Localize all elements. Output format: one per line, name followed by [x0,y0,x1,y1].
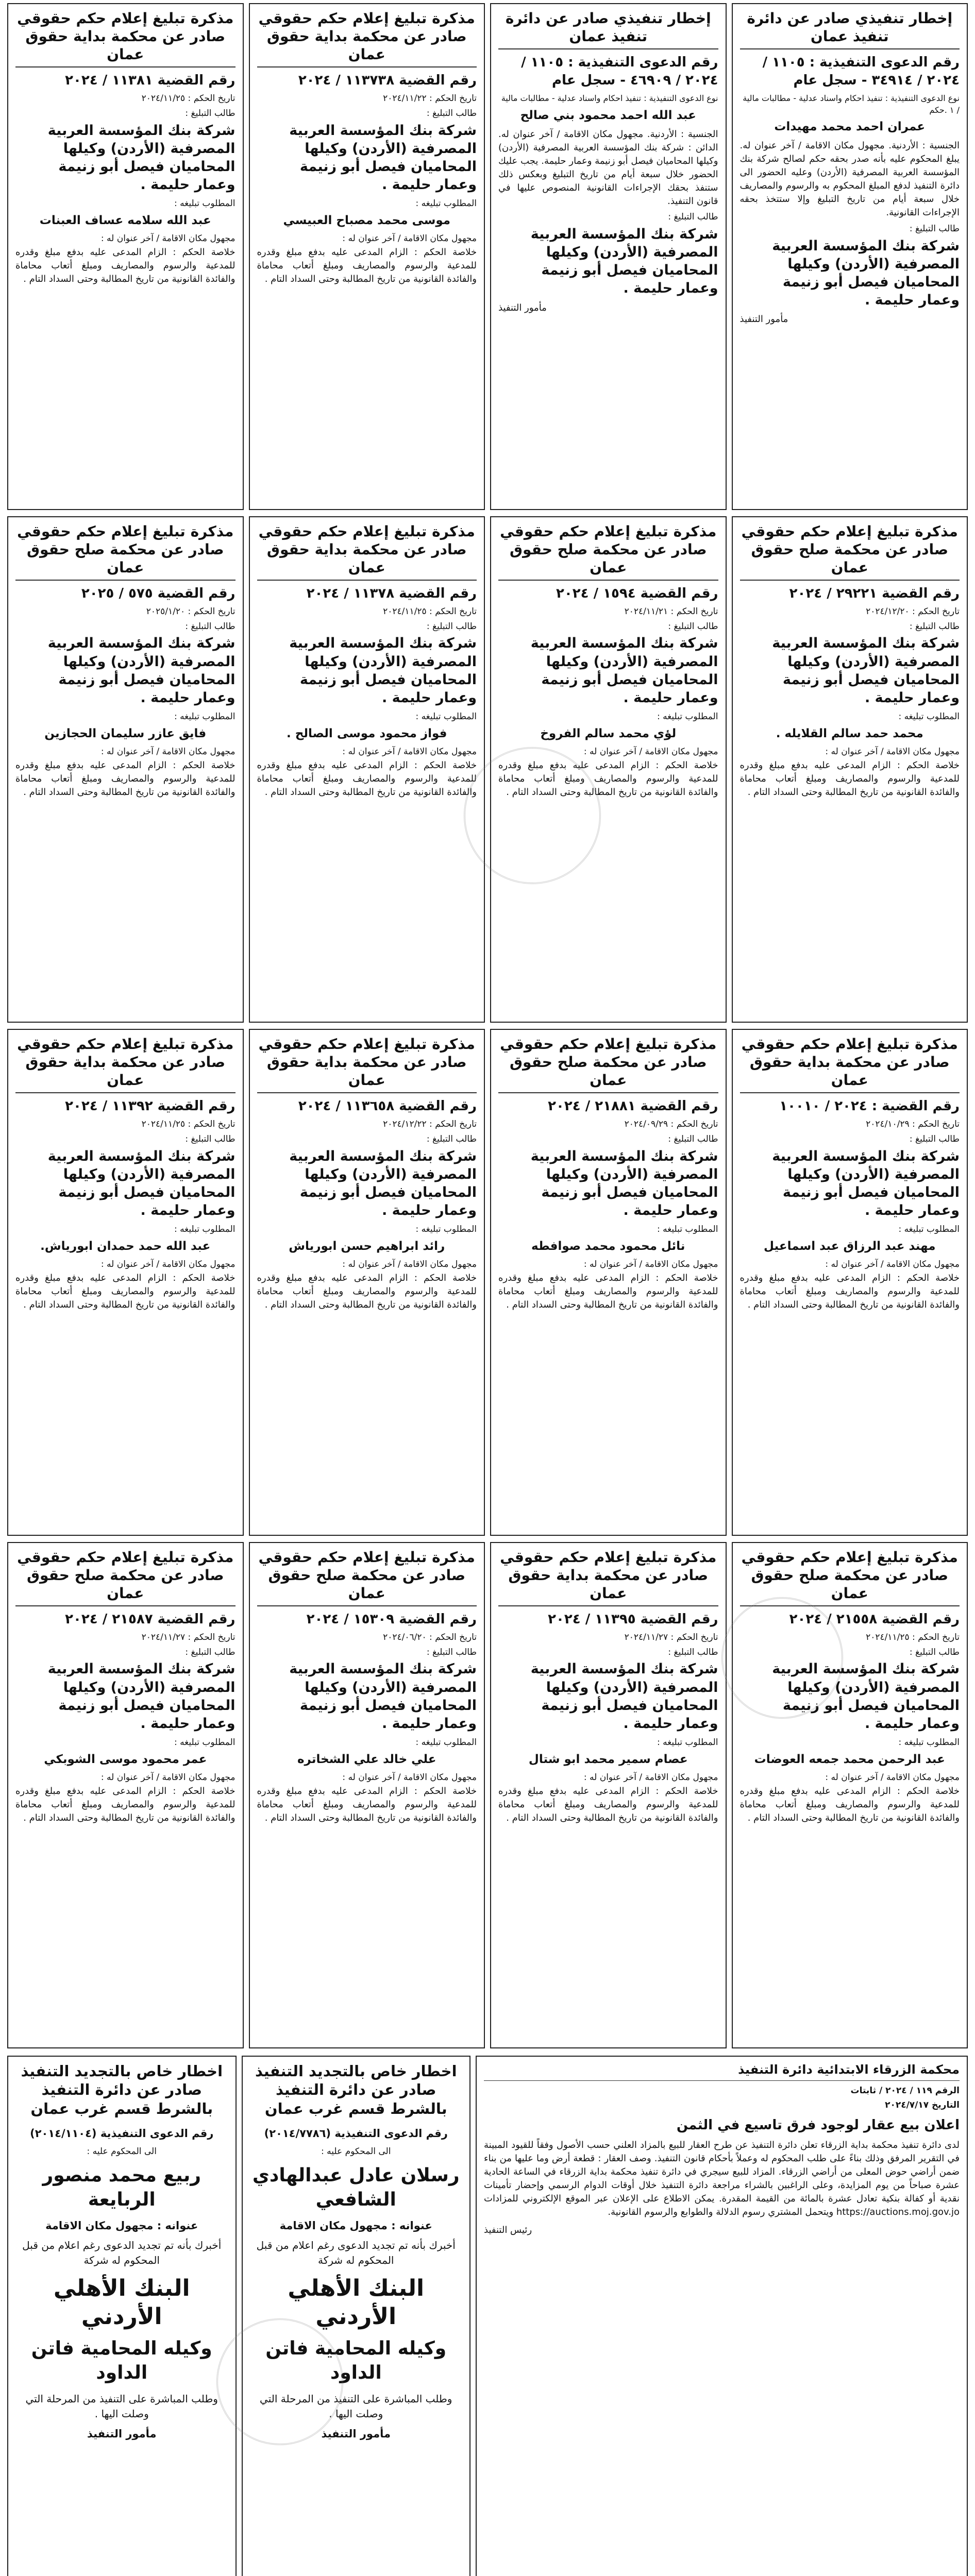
notice-header: مذكرة تبليغ إعلام حكم حقوقي صادر عن محكمة صلح حقوق عمان [498,1035,718,1093]
notifier-label: طالب التبليغ : [909,1134,960,1145]
case-type: نوع الدعوى التنفيذية : تنفيذ احكام واسناد عدلية - مطالبات مالية [501,93,718,104]
notice-header: محكمة الزرقاء الابتدائية دائرة التنفيذ [484,2062,960,2081]
enforcement-notice [490,3,727,510]
notice-title: اعلان بيع عقار لوجود فرق تاسيع في الثمن [676,2117,960,2133]
verdict-summary: خلاصة الحكم : الزام المدعى عليه بدفع مبلغ وقدره للمدعية والرسوم والمصاريف ومبلغ أتعاب محاماة والفائدة القانونية من تاريخ المطالبة وحتى السداد التام . [739,759,960,798]
notice-body: الجنسية : الأردنية. مجهول مكان الاقامة / آخر عنوان له. الدائن : شركة بنك المؤسسة العربية المصرفية (الأردن) وكيلها المحاميان فيصل أبو زنيمة وعمار حليمة. يجب عليك الحضور خلال سبعة أيام من تاريخ التبليغ وبعكس ذلك ستنفذ بحقك الإجراءات القانونية المنصوص عليها في قانون التنفيذ. [498,128,718,207]
defendant-name: رائد ابراهيم حسن ابورياش [289,1240,445,1253]
verdict-summary: خلاصة الحكم : الزام المدعى عليه بدفع مبلغ وقدره للمدعية والرسوم والمصاريف ومبلغ أتعاب محاماة والفائدة القانونية من تاريخ المطالبة وحتى السداد التام . [257,759,477,798]
notifier-label: طالب التبليغ : [426,108,477,119]
notice-header: مذكرة تبليغ إعلام حكم حقوقي صادر عن محكمة صلح حقوق عمان [740,1548,960,1606]
defendant-name: عمران احمد محمد مهيدات [774,120,926,133]
verdict-notice [490,1542,727,2049]
reference-number: الرقم ١١٩ / ٢٠٢٤ / ثابتات [850,2086,960,2096]
notice-body: الجنسية : الأردنية. مجهول مكان الاقامة / آخر عنوان له. يبلغ المحكوم عليه بأنه صدر بحقه حكم لصالح شركة بنك المؤسسة العربية المصرفية (الأردن) وعليه الحضور الى دائرة التنفيذ لدفع المبلغ المحكوم به والرسوم والمصاريف خلال سبعة أيام من تاريخ التبليغ وإلا ستتخذ بحقه الإجراءات القانونية. [739,140,960,218]
plaintiff: شركة بنك المؤسسة العربية المصرفية (الأردن) وكيلها المحاميان فيصل أبو زنيمة وعمار حليمة . [289,122,477,193]
verdict-notice [249,3,485,510]
verdict-notice [490,516,727,1023]
verdict-notice [732,1029,968,1536]
address-status: مجهول مكان الاقامة / آخر عنوان له : [342,746,477,757]
case-number: رقم القضية ١١٣٧٣٨ / ٢٠٢٤ [298,73,477,88]
verdict-summary: خلاصة الحكم : الزام المدعى عليه بدفع مبلغ وقدره للمدعية والرسوم والمصاريف ومبلغ أتعاب محاماة والفائدة القانونية من تاريخ المطالبة وحتى السداد التام . [498,759,718,798]
case-number: رقم الدعوى التنفيذية (٢٠١٤/١١٠٤) [30,2127,214,2140]
signature: مأمور التنفيذ [498,302,547,313]
plaintiff: شركة بنك المؤسسة العربية المصرفية (الأردن) وكيلها المحاميان فيصل أبو زنيمة وعمار حليمة . [530,635,718,706]
notifier-label: طالب التبليغ : [185,108,236,119]
property-sale-notice [476,2056,968,2576]
defendant-name: علي خالد علي الشخاتره [297,1752,436,1766]
verdict-notice [249,1029,485,1536]
address-status: مجهول مكان الاقامة / آخر عنوان له : [825,746,960,757]
notifier-label: طالب التبليغ : [426,621,477,632]
verdict-date: تاريخ الحكم : ٢٠٢٤/١١/٢٥ [383,606,477,617]
plaintiff: شركة بنك المؤسسة العربية المصرفية (الأردن) وكيلها المحاميان فيصل أبو زنيمة وعمار حليمة . [289,1148,477,1219]
verdict-summary: خلاصة الحكم : الزام المدعى عليه بدفع مبلغ وقدره للمدعية والرسوم والمصاريف ومبلغ أتعاب محاماة والفائدة القانونية من تاريخ المطالبة وحتى السداد التام . [15,247,236,285]
verdict-notice [732,1542,968,2049]
plaintiff: شركة بنك المؤسسة العربية المصرفية (الأردن) وكيلها المحاميان فيصل أبو زنيمة وعمار حليمة . [47,635,236,706]
case-number: رقم القضية ٢١٥٥٨ / ٢٠٢٤ [789,1611,960,1627]
defendant-name: مهند عبد الرزاق عبد اسماعيل [763,1240,936,1253]
verdict-summary: خلاصة الحكم : الزام المدعى عليه بدفع مبلغ وقدره للمدعية والرسوم والمصاريف ومبلغ أتعاب محاماة والفائدة القانونية من تاريخ المطالبة وحتى السداد التام . [498,1785,718,1823]
notifier-label: طالب التبليغ : [185,1134,236,1145]
plaintiff: شركة بنك المؤسسة العربية المصرفية (الأردن) وكيلها المحاميان فيصل أبو زنيمة وعمار حليمة . [772,238,960,308]
notice-header: مذكرة تبليغ إعلام حكم حقوقي صادر عن محكمة صلح حقوق عمان [15,522,236,581]
enforcement-notice [732,3,968,510]
verdict-date: تاريخ الحكم : ٢٠٢٤/١١/٢٥ [141,1119,236,1130]
verdict-summary: خلاصة الحكم : الزام المدعى عليه بدفع مبلغ وقدره للمدعية والرسوم والمصاريف ومبلغ أتعاب محاماة والفائدة القانونية من تاريخ المطالبة وحتى السداد التام . [498,1273,718,1311]
plaintiff: شركة بنك المؤسسة العربية المصرفية (الأردن) وكيلها المحاميان فيصل أبو زنيمة وعمار حليمة . [772,1661,960,1732]
signature: مأمور التنفيذ [321,2427,391,2440]
address-status: مجهول مكان الاقامة / آخر عنوان له : [100,1772,236,1783]
notice-header: اخطار خاص بالتجديد التنفيذ صادر عن دائرة التنفيذ بالشرط قسم غرب عمان [255,2062,457,2117]
signature: مأمور التنفيذ [739,313,788,325]
address-status: مجهول مكان الاقامة / آخر عنوان له : [342,233,477,244]
verdict-date: تاريخ الحكم : ٢٠٢٤/١١/٢٧ [141,1632,236,1642]
notice-header: مذكرة تبليغ إعلام حكم حقوقي صادر عن محكمة بداية حقوق عمان [257,9,477,67]
notifier-label: طالب التبليغ : [668,621,718,632]
notice-header: مذكرة تبليغ إعلام حكم حقوقي صادر عن محكمة بداية حقوق عمان [257,1035,477,1093]
notice-header: مذكرة تبليغ إعلام حكم حقوقي صادر عن محكمة صلح حقوق عمان [740,522,960,581]
notified-label: المطلوب تبليغه : [174,1737,236,1748]
agent-name: وكيله المحامية فاتن الداود [265,2337,447,2383]
verdict-date: تاريخ الحكم : ٢٠٢٤/١١/٢٥ [866,1632,960,1642]
notice-date: التاريخ ٢٠٢٤/٧/١٧ [885,2099,960,2110]
notifier-label: طالب التبليغ : [426,1647,477,1657]
defendant-name: ربيع محمد منصور الربايعة [42,2165,201,2210]
verdict-notice [7,1542,244,2049]
notice-header: مذكرة تبليغ إعلام حكم حقوقي صادر عن محكمة بداية حقوق عمان [15,1035,236,1093]
notice-header: اخطار خاص بالتجديد التنفيذ صادر عن دائرة التنفيذ بالشرط قسم غرب عمان [21,2062,223,2117]
notice-header: مذكرة تبليغ إعلام حكم حقوقي صادر عن محكمة بداية حقوق عمان [498,1548,718,1606]
verdict-summary: خلاصة الحكم : الزام المدعى عليه بدفع مبلغ وقدره للمدعية والرسوم والمصاريف ومبلغ أتعاب محاماة والفائدة القانونية من تاريخ المطالبة وحتى السداد التام . [15,759,236,798]
notice-header: مذكرة تبليغ إعلام حكم حقوقي صادر عن محكمة صلح حقوق عمان [498,522,718,581]
notice-header: مذكرة تبليغ إعلام حكم حقوقي صادر عن محكمة بداية حقوق عمان [15,9,236,67]
notifier-label: طالب التبليغ : [185,1647,236,1657]
defendant-name: فايق عازر سليمان الحجازين [44,726,207,740]
plaintiff: شركة بنك المؤسسة العربية المصرفية (الأردن) وكيلها المحاميان فيصل أبو زنيمة وعمار حليمة . [772,1148,960,1219]
notified-label: المطلوب تبليغه : [174,711,236,722]
address-status: مجهول مكان الاقامة / آخر عنوان له : [342,1259,477,1270]
notified-label: المطلوب تبليغه : [657,1224,718,1235]
to-label: الى المحكوم عليه : [87,2146,157,2157]
case-number: رقم القضية ١٥٣٠٩ / ٢٠٢٤ [306,1611,477,1627]
plaintiff: شركة بنك المؤسسة العربية المصرفية (الأردن) وكيلها المحاميان فيصل أبو زنيمة وعمار حليمة . [289,1661,477,1732]
notice-tail: وطلب المباشرة على التنفيذ من المرحلة التي وصلت اليها . [25,2392,218,2420]
notice-header: مذكرة تبليغ إعلام حكم حقوقي صادر عن محكمة بداية حقوق عمان [257,522,477,581]
notified-label: المطلوب تبليغه : [415,1224,477,1235]
address-status: مجهول مكان الاقامة / آخر عنوان له : [583,1259,718,1270]
verdict-notice [7,516,244,1023]
notice-body: لدى دائرة تنفيذ محكمة بداية الزرقاء تعلن دائرة التنفيذ عن طرح العقار للبيع بالمزاد العلني حسب الأصول وفقاً للقيود المبينة في التقرير المرفق وذلك بناءً على طلب المحكوم له وعملاً بأحكام قانون التنفيذ. وصف العقار : قطعة أرض وما عليها من بناء ضمن أراضي حوض المعلى من أراضي الزرقاء. المزاد للبيع سيجري في دائرة تنفيذ محكمة بداية الزرقاء في الساعة الحادية عشرة صباحاً من يوم المزايدة، وعلى الراغبين بالشراء مراجعة دائرة التنفيذ خلال أوقات الدوام الرسمي وإحضار تأمينات نقدية أو كفالة بنكية تعادل عشرة بالمائة من القيمة المقدرة. يمكن الاطلاع على الإعلان عبر الموقع الإلكتروني للمزادات https://auctions.moj.gov.jo ويتحمل المشتري رسوم الدلالة والطوابع والرسوم القانونية. [484,2139,960,2218]
case-number: رقم القضية ٢١٨٨١ / ٢٠٢٤ [548,1098,718,1114]
notifier-label: طالب التبليغ : [668,1647,718,1657]
plaintiff: شركة بنك المؤسسة العربية المصرفية (الأردن) وكيلها المحاميان فيصل أبو زنيمة وعمار حليمة . [289,635,477,706]
notice-header: إخطار تنفيذي صادر عن دائرة تنفيذ عمان [498,9,718,49]
case-type: نوع الدعوى التنفيذية : تنفيذ احكام واسناد عدلية - مطالبات مالية / ١ .حكم [743,93,960,115]
signature: مأمور التنفيذ [87,2427,157,2440]
verdict-notice [732,516,968,1023]
agent-name: وكيله المحامية فاتن الداود [31,2337,212,2383]
verdict-date: تاريخ الحكم : ٢٠٢٤/١١/٢١ [624,606,718,617]
renewal-notice [242,2056,471,2576]
plaintiff: شركة بنك المؤسسة العربية المصرفية (الأردن) وكيلها المحاميان فيصل أبو زنيمة وعمار حليمة . [47,122,236,193]
verdict-notice [249,1542,485,2049]
to-label: الى المحكوم عليه : [321,2146,391,2157]
verdict-notice [7,3,244,510]
defendant-name: عبد الله سلامه عساف العبنات [39,214,211,228]
address-status: مجهول مكان الاقامة / آخر عنوان له : [583,1772,718,1783]
plaintiff: شركة بنك المؤسسة العربية المصرفية (الأردن) وكيلها المحاميان فيصل أبو زنيمة وعمار حليمة . [530,1148,718,1219]
case-number: رقم القضية : ٢٠٢٤ / ١٠٠١٠ [779,1098,960,1114]
case-number: رقم الدعوى التنفيذية (٢٠١٤/٧٧٨٦) [264,2127,448,2140]
address-status: مجهول مكان الاقامة / آخر عنوان له : [342,1772,477,1783]
notified-label: المطلوب تبليغه : [657,1737,718,1748]
notice-body: أخبرك بأنه تم تجديد الدعوى رغم اعلام من قبل المحكوم له شركة [256,2239,456,2266]
case-number: رقم القضية ١١٣٨١ / ٢٠٢٤ [65,73,236,88]
address-status: عنوانه : مجهول مكان الاقامة [279,2219,432,2232]
case-number: رقم القضية ١١٣٧٨ / ٢٠٢٤ [306,585,477,601]
plaintiff: شركة بنك المؤسسة العربية المصرفية (الأردن) وكيلها المحاميان فيصل أبو زنيمة وعمار حليمة . [47,1148,236,1219]
verdict-date: تاريخ الحكم : ٢٠٢٤/١٢/٢٢ [383,1119,477,1130]
notifier-label: طالب التبليغ : [909,1647,960,1657]
notified-label: المطلوب تبليغه : [415,198,477,209]
notices-grid [7,3,968,2048]
special-notices-row [7,2056,968,2576]
case-number: رقم الدعوى التنفيذية : ١١٠٥ / ٢٠٢٤ / ٤٦٩٠٩ - سجل عام [521,55,718,89]
verdict-summary: خلاصة الحكم : الزام المدعى عليه بدفع مبلغ وقدره للمدعية والرسوم والمصاريف ومبلغ أتعاب محاماة والفائدة القانونية من تاريخ المطالبة وحتى السداد التام . [15,1785,236,1823]
defendant-name: محمد حمد سالم القلايله . [776,726,923,740]
defendant-name: رسلان عادل عبدالهادي الشافعي [252,2165,460,2210]
notified-label: المطلوب تبليغه : [415,1737,477,1748]
verdict-summary: خلاصة الحكم : الزام المدعى عليه بدفع مبلغ وقدره للمدعية والرسوم والمصاريف ومبلغ أتعاب محاماة والفائدة القانونية من تاريخ المطالبة وحتى السداد التام . [257,1785,477,1823]
verdict-notice [7,1029,244,1536]
notifier-label: طالب التبليغ : [185,621,236,632]
defendant-name: فواز محمود موسى الصالح . [287,726,447,740]
notified-label: المطلوب تبليغه : [898,711,960,722]
verdict-date: تاريخ الحكم : ٢٠٢٥/١/٢٠ [146,606,236,617]
address-status: مجهول مكان الاقامة / آخر عنوان له : [100,233,236,244]
notified-label: المطلوب تبليغه : [174,1224,236,1235]
case-number: رقم القضية ٢١٥٨٧ / ٢٠٢٤ [65,1611,236,1627]
bank-name: البنك الأهلي الأردني [53,2275,190,2330]
notice-header: مذكرة تبليغ إعلام حكم حقوقي صادر عن محكمة بداية حقوق عمان [740,1035,960,1093]
verdict-date: تاريخ الحكم : ٢٠٢٤/١١/٢٢ [383,93,477,104]
verdict-date: تاريخ الحكم : ٢٠٢٤/٠٩/٢٩ [624,1119,718,1130]
verdict-date: تاريخ الحكم : ٢٠٢٤/١٢/٢٠ [866,606,960,617]
verdict-date: تاريخ الحكم : ٢٠٢٤/١١/٢٥ [141,93,236,104]
defendant-name: لؤي محمد سالم الفروخ [540,726,677,740]
notified-label: المطلوب تبليغه : [898,1224,960,1235]
verdict-summary: خلاصة الحكم : الزام المدعى عليه بدفع مبلغ وقدره للمدعية والرسوم والمصاريف ومبلغ أتعاب محاماة والفائدة القانونية من تاريخ المطالبة وحتى السداد التام . [739,1785,960,1823]
defendant-name: موسى محمد مصباح العبيسي [283,214,451,228]
notifier-label: طالب التبليغ : [668,212,718,223]
defendant-name: عبد الله احمد محمود بني صالح [520,108,696,122]
defendant-name: نائل محمود محمد صوافطه [531,1240,685,1253]
defendant-name: عمر محمود موسى الشوبكي [44,1752,207,1766]
notice-body: أخبرك بأنه تم تجديد الدعوى رغم اعلام من قبل المحكوم له شركة [22,2239,222,2266]
plaintiff: شركة بنك المؤسسة العربية المصرفية (الأردن) وكيلها المحاميان فيصل أبو زنيمة وعمار حليمة . [772,635,960,706]
address-status: مجهول مكان الاقامة / آخر عنوان له : [583,746,718,757]
notice-header: إخطار تنفيذي صادر عن دائرة تنفيذ عمان [740,9,960,49]
case-number: رقم الدعوى التنفيذية : ١١٠٥ / ٢٠٢٤ / ٣٤٩١٤ - سجل عام [762,55,960,89]
verdict-summary: خلاصة الحكم : الزام المدعى عليه بدفع مبلغ وقدره للمدعية والرسوم والمصاريف ومبلغ أتعاب محاماة والفائدة القانونية من تاريخ المطالبة وحتى السداد التام . [15,1273,236,1311]
renewal-notice [7,2056,237,2576]
notice-header: مذكرة تبليغ إعلام حكم حقوقي صادر عن محكمة صلح حقوق عمان [257,1548,477,1606]
notice-header: مذكرة تبليغ إعلام حكم حقوقي صادر عن محكمة صلح حقوق عمان [15,1548,236,1606]
notice-tail: وطلب المباشرة على التنفيذ من المرحلة التي وصلت اليها . [260,2392,452,2420]
verdict-summary: خلاصة الحكم : الزام المدعى عليه بدفع مبلغ وقدره للمدعية والرسوم والمصاريف ومبلغ أتعاب محاماة والفائدة القانونية من تاريخ المطالبة وحتى السداد التام . [257,247,477,285]
case-number: رقم القضية ١٥٩٤ / ٢٠٢٤ [556,585,718,601]
plaintiff: شركة بنك المؤسسة العربية المصرفية (الأردن) وكيلها المحاميان فيصل أبو زنيمة وعمار حليمة . [530,1661,718,1732]
plaintiff: شركة بنك المؤسسة العربية المصرفية (الأردن) وكيلها المحاميان فيصل أبو زنيمة وعمار حليمة . [530,226,718,297]
defendant-name: عبد الله حمد حمدان ابورياش. [40,1240,211,1253]
case-number: رقم القضية ١١٣٦٥٨ / ٢٠٢٤ [298,1098,477,1114]
address-status: مجهول مكان الاقامة / آخر عنوان له : [825,1259,960,1270]
verdict-date: تاريخ الحكم : ٢٠٢٤/١١/٢٧ [624,1632,718,1642]
bank-name: البنك الأهلي الأردني [288,2275,425,2330]
notifier-label: طالب التبليغ : [909,223,960,234]
case-number: رقم القضية ١١٣٩٢ / ٢٠٢٤ [65,1098,236,1114]
address-status: مجهول مكان الاقامة / آخر عنوان له : [825,1772,960,1783]
verdict-notice [490,1029,727,1536]
verdict-date: تاريخ الحكم : ٢٠٢٤/١٠/٢٩ [866,1119,960,1130]
verdict-summary: خلاصة الحكم : الزام المدعى عليه بدفع مبلغ وقدره للمدعية والرسوم والمصاريف ومبلغ أتعاب محاماة والفائدة القانونية من تاريخ المطالبة وحتى السداد التام . [257,1273,477,1311]
notifier-label: طالب التبليغ : [668,1134,718,1145]
case-number: رقم القضية ٥٧٥ / ٢٠٢٥ [81,585,236,601]
defendant-name: عبد الرحمن محمد جمعه العوضات [754,1752,945,1766]
notified-label: المطلوب تبليغه : [657,711,718,722]
verdict-summary: خلاصة الحكم : الزام المدعى عليه بدفع مبلغ وقدره للمدعية والرسوم والمصاريف ومبلغ أتعاب محاماة والفائدة القانونية من تاريخ المطالبة وحتى السداد التام . [739,1273,960,1311]
notifier-label: طالب التبليغ : [426,1134,477,1145]
address-status: مجهول مكان الاقامة / آخر عنوان له : [100,746,236,757]
notified-label: المطلوب تبليغه : [415,711,477,722]
signature: رئيس التنفيذ [484,2225,532,2236]
verdict-date: تاريخ الحكم : ٢٠٢٤/٠٦/٢٠ [383,1632,477,1642]
plaintiff: شركة بنك المؤسسة العربية المصرفية (الأردن) وكيلها المحاميان فيصل أبو زنيمة وعمار حليمة . [47,1661,236,1732]
notified-label: المطلوب تبليغه : [174,198,236,209]
verdict-notice [249,516,485,1023]
case-number: رقم القضية ٢٩٢٢١ / ٢٠٢٤ [789,585,960,601]
address-status: مجهول مكان الاقامة / آخر عنوان له : [100,1259,236,1270]
notified-label: المطلوب تبليغه : [898,1737,960,1748]
case-number: رقم القضية ١١٣٩٥ / ٢٠٢٤ [548,1611,718,1627]
defendant-name: عصام سمير محمد ابو شتال [528,1752,688,1766]
notifier-label: طالب التبليغ : [909,621,960,632]
address-status: عنوانه : مجهول مكان الاقامة [45,2219,198,2232]
